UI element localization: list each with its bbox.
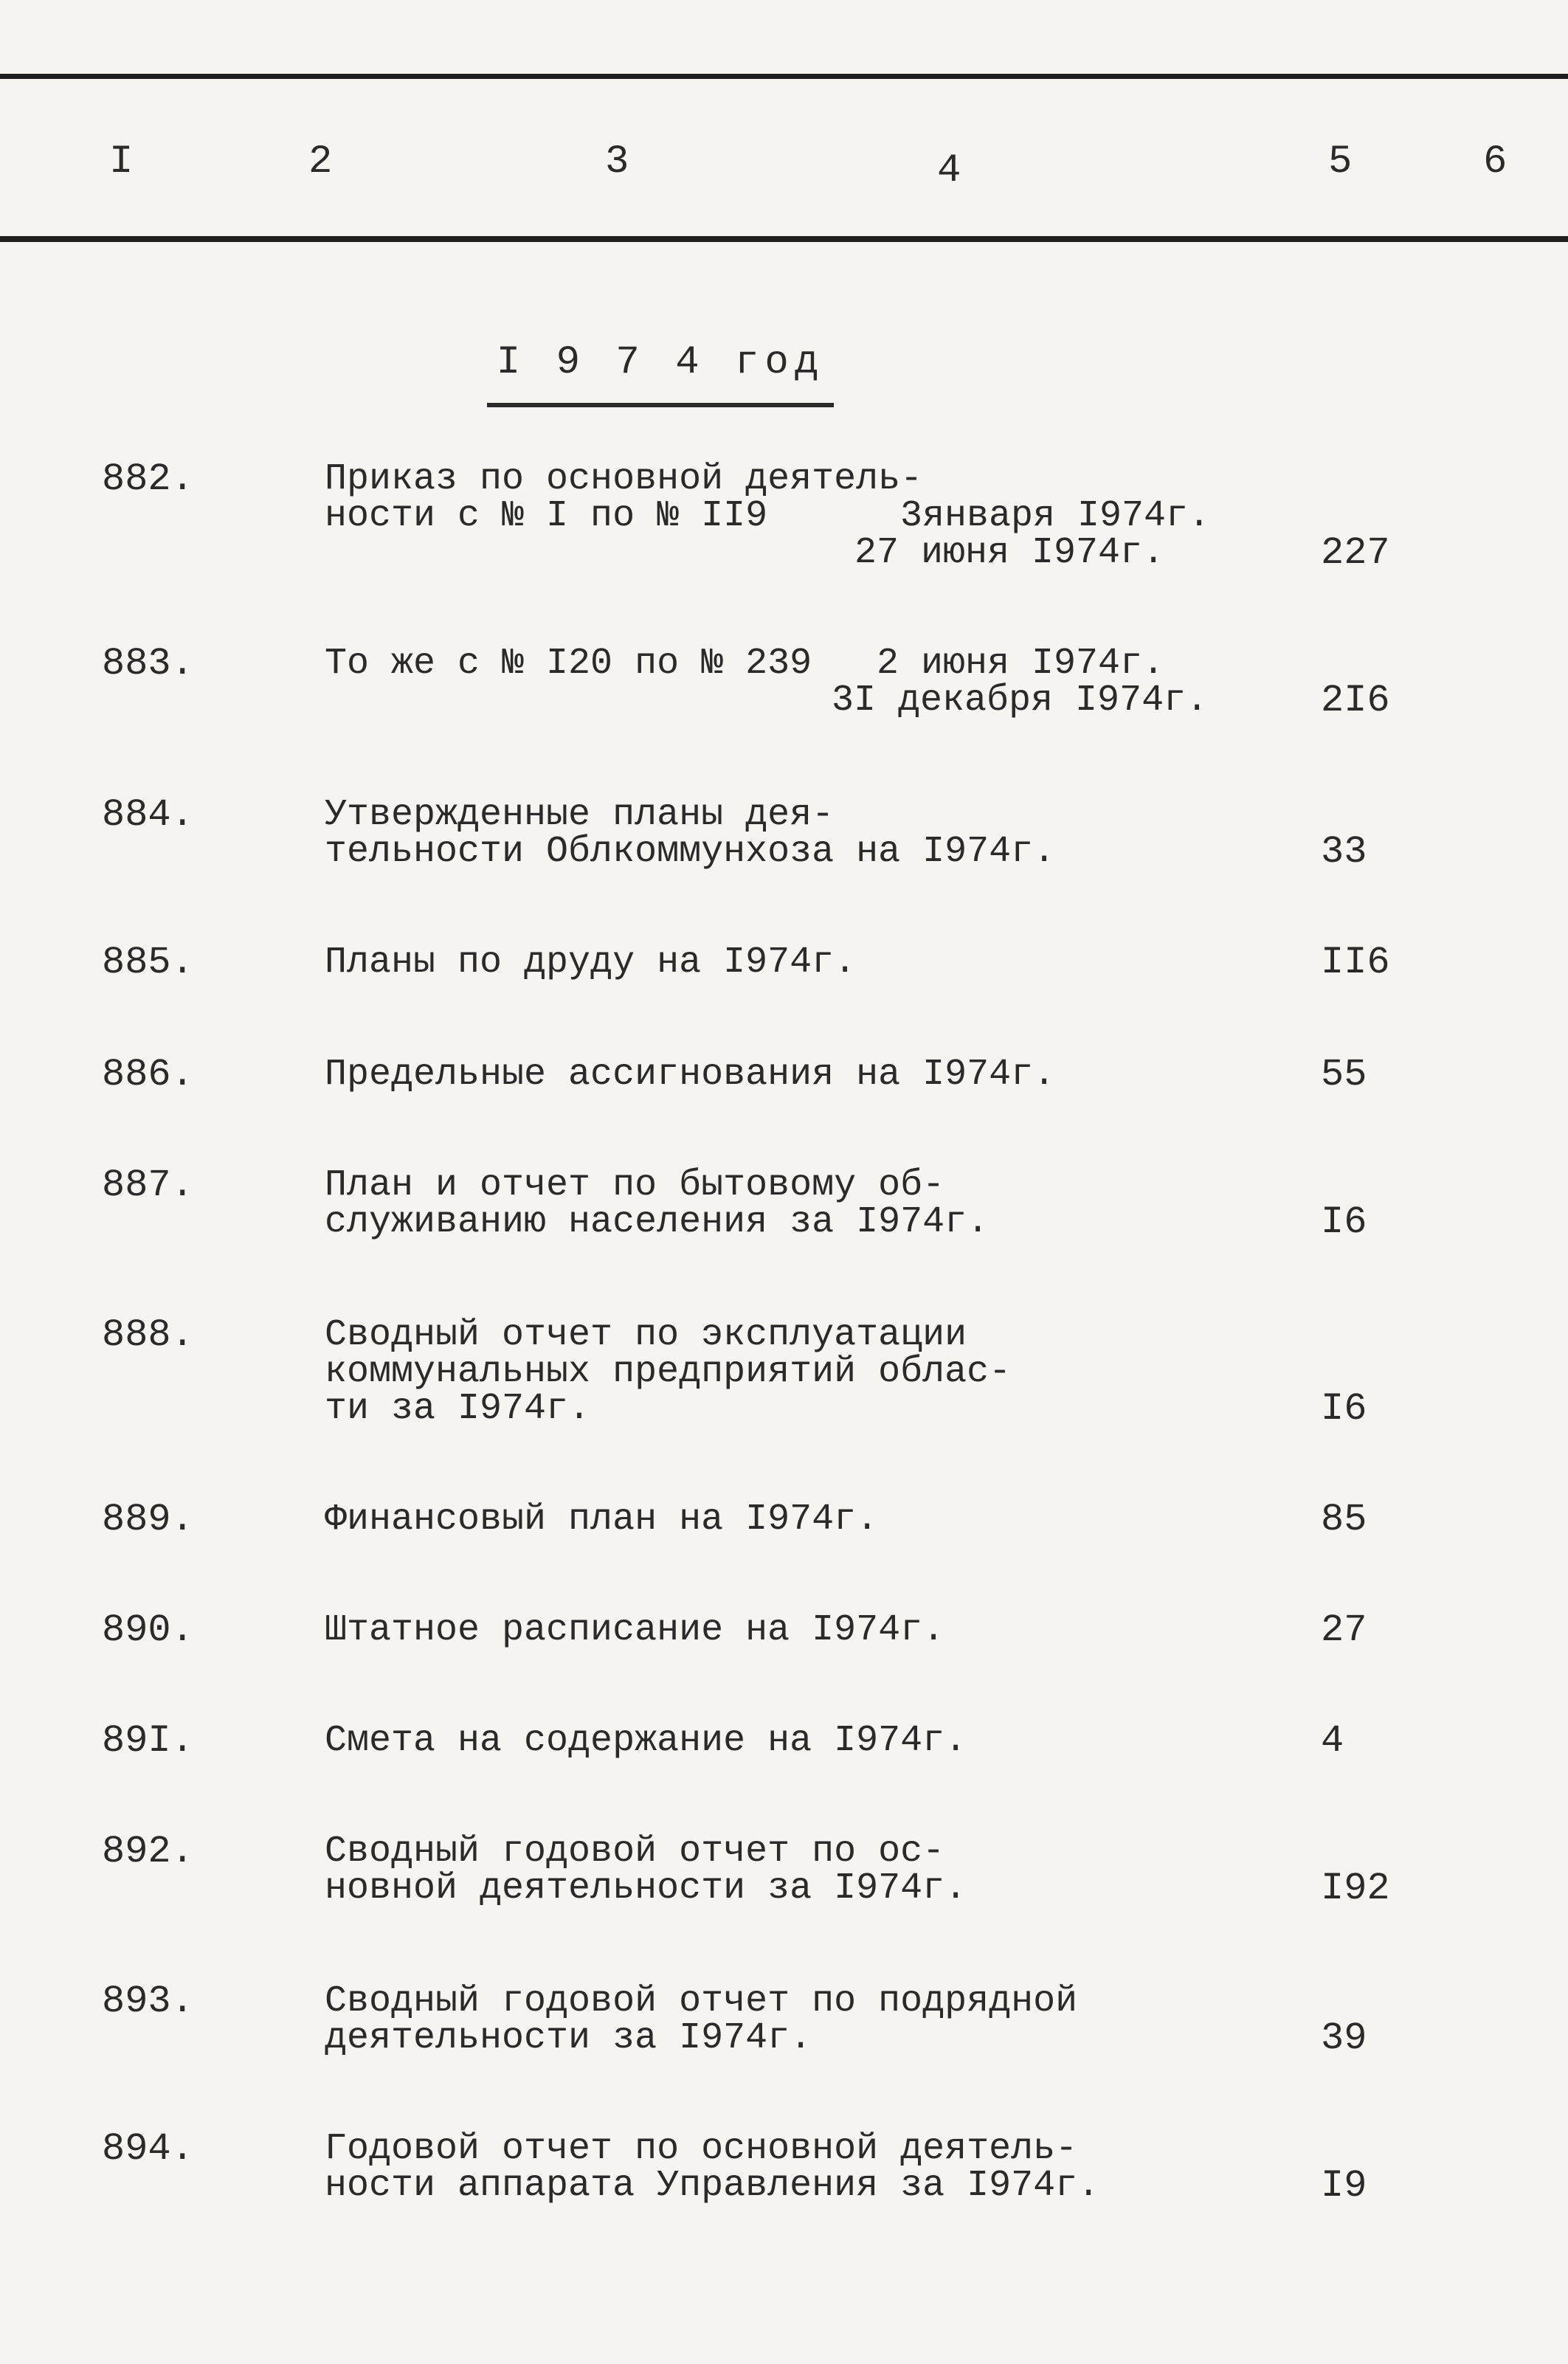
entry-number: 89I.	[102, 1719, 194, 1763]
entry-description-line: Финансовый план на I974г.	[325, 1499, 879, 1541]
entry-number: 882.	[102, 457, 194, 501]
entry-description-line: служиванию населения за I974г.	[325, 1201, 990, 1243]
entry-description-line: Сводный отчет по эксплуатации	[325, 1314, 967, 1356]
entry-number: 883.	[102, 642, 194, 685]
entry-number: 885.	[102, 941, 194, 984]
entry-sheet-count: I9	[1321, 2164, 1367, 2208]
entry-number: 889.	[102, 1498, 194, 1541]
column-number-5: 5	[1328, 139, 1353, 184]
entry-description-line: План и отчет по бытовому об-	[325, 1164, 945, 1206]
entry-description-line: Сводный годовой отчет по подрядной	[325, 1980, 1078, 2022]
entry-description	[325, 1054, 1321, 1096]
column-number-1: I	[109, 139, 134, 184]
entry-number: 894.	[102, 2127, 194, 2171]
entry-description	[325, 1314, 1321, 1430]
entry-sheet-count: 85	[1321, 1498, 1367, 1541]
year-heading	[487, 339, 834, 387]
header-rule-bottom	[0, 236, 1568, 242]
entry-date-end: 3I декабря I974г.	[832, 680, 1209, 722]
header-rule-top	[0, 74, 1568, 79]
entry-description-line: То же с № I20 по № 239	[325, 643, 812, 685]
entry-description	[325, 1720, 1321, 1762]
year-heading-underline	[487, 403, 834, 407]
entry-description	[325, 941, 1321, 984]
entry-description	[325, 794, 1321, 873]
entry-description	[325, 1164, 1321, 1243]
entry-description	[325, 1499, 1321, 1541]
entry-description-line: Штатное расписание на I974г.	[325, 1609, 945, 1651]
entry-description	[325, 1980, 1321, 2059]
entry-description-line: Предельные ассигнования на I974г.	[325, 1054, 1056, 1096]
entry-description	[325, 1831, 1321, 1909]
entry-number: 890.	[102, 1608, 194, 1652]
entry-description	[325, 643, 1321, 685]
entry-description-line: коммунальных предприятий облас-	[325, 1351, 1012, 1393]
entry-description-line: ности аппарата Управления за I974г.	[325, 2165, 1100, 2207]
entry-description-line: Смета на содержание на I974г.	[325, 1720, 967, 1762]
entry-description-line: ности с № I по № II9	[325, 495, 768, 537]
entry-sheet-count: 4	[1321, 1719, 1344, 1763]
entry-description-line: деятельности за I974г.	[325, 2017, 812, 2059]
column-number-3: 3	[605, 139, 629, 184]
entry-description	[325, 1609, 1321, 1651]
entry-sheet-count: 33	[1321, 830, 1367, 874]
entry-description-line: новной деятельности за I974г.	[325, 1867, 967, 1909]
entry-description-line: тельности Облкоммунхоза на I974г.	[325, 831, 1056, 873]
column-number-4: 4	[937, 148, 961, 193]
entry-sheet-count: 227	[1321, 531, 1390, 575]
entry-sheet-count: I6	[1321, 1387, 1367, 1431]
entry-sheet-count: 55	[1321, 1053, 1367, 1096]
entry-number: 886.	[102, 1053, 194, 1096]
entry-sheet-count: 39	[1321, 2016, 1367, 2060]
entry-number: 893.	[102, 1980, 194, 2023]
entry-date-start: 3января I974г.	[900, 495, 1211, 537]
entry-description-line: Сводный годовой отчет по ос-	[325, 1831, 945, 1873]
entry-sheet-count: 27	[1321, 1608, 1367, 1652]
entry-sheet-count: I6	[1321, 1200, 1367, 1244]
entry-number: 884.	[102, 793, 194, 837]
entry-number: 887.	[102, 1164, 194, 1207]
entry-description	[325, 2128, 1321, 2207]
entry-number: 888.	[102, 1313, 194, 1357]
year-heading-text: I 9 7 4 год	[496, 340, 825, 385]
column-number-2: 2	[308, 139, 333, 184]
entry-sheet-count: II6	[1321, 941, 1390, 984]
column-number-6: 6	[1483, 139, 1507, 184]
entry-description-line: Приказ по основной деятель-	[325, 458, 923, 500]
entry-sheet-count: 2I6	[1321, 679, 1390, 722]
entry-description-line: Годовой отчет по основной деятель-	[325, 2128, 1078, 2170]
entry-description-line: Утвержденные планы дея-	[325, 794, 835, 836]
entry-description-line: ти за I974г.	[325, 1388, 591, 1430]
entry-description-line: Планы по друду на I974г.	[325, 941, 857, 984]
entry-number: 892.	[102, 1830, 194, 1873]
entry-sheet-count: I92	[1321, 1867, 1390, 1910]
entry-date-start: 2 июня I974г.	[877, 643, 1165, 685]
entry-date-end: 27 июня I974г.	[854, 532, 1165, 574]
